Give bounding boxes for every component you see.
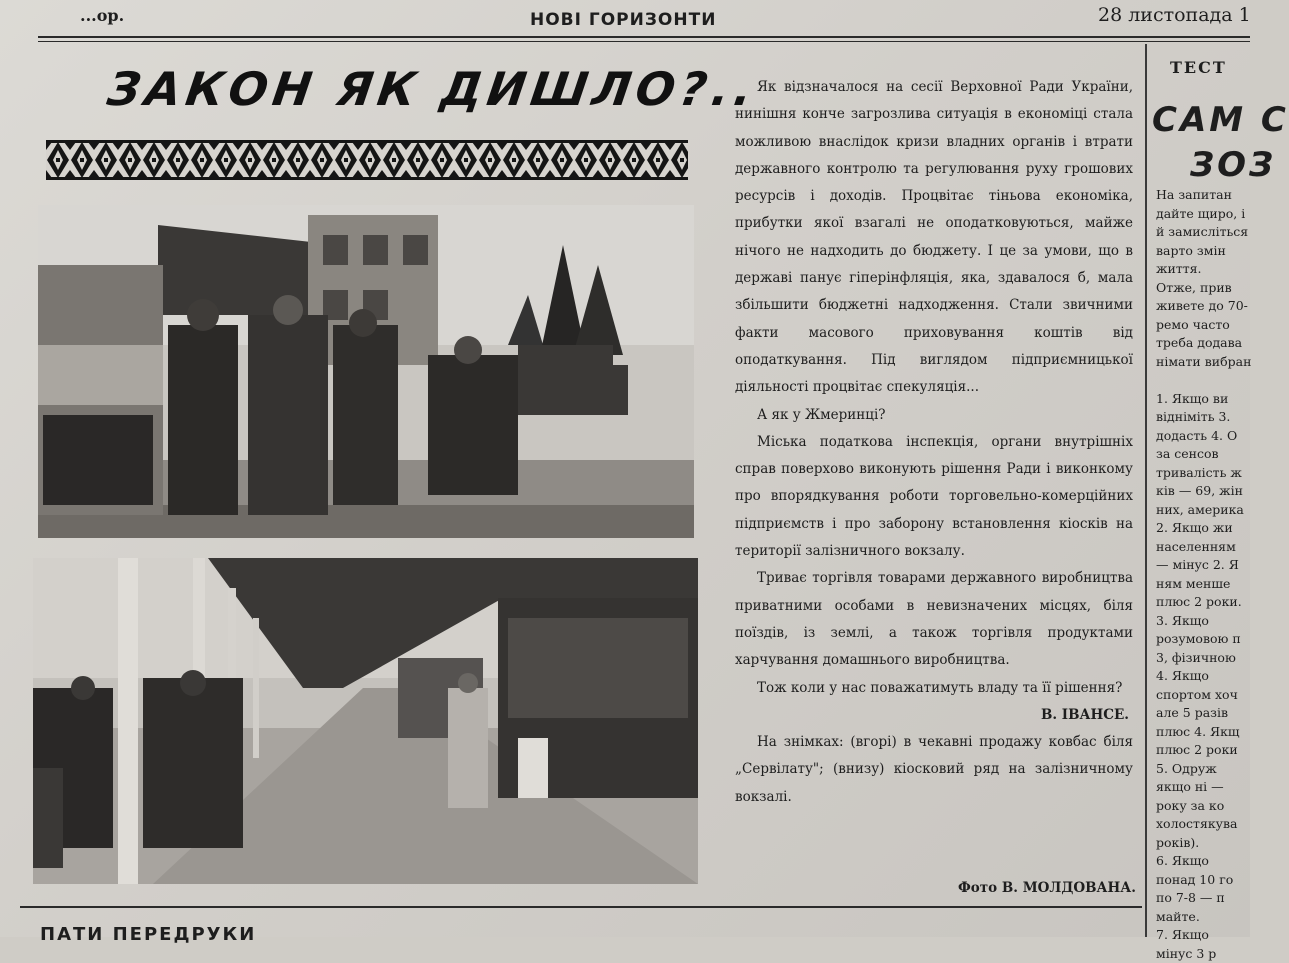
sidebar-title-line1: САМ С	[1152, 100, 1289, 140]
sidebar-text-line	[1156, 371, 1250, 390]
sidebar-text-line: плюс 4. Якщ	[1156, 723, 1250, 742]
header-left-fragment: ...ор.	[80, 6, 124, 25]
header-rule-thin	[38, 41, 1250, 42]
article-paragraph: Триває торгівля товарами державного виробництва приватними особами в невизначених місцях, біля поїздів, із землі, а також торгівля продуктами харчування домашнього виробництва.	[735, 565, 1133, 674]
sidebar-text-line: року за ко	[1156, 797, 1250, 816]
page-header	[0, 0, 1250, 38]
sidebar-text-line: плюс 2 роки.	[1156, 593, 1250, 612]
sidebar-text-line: тривалість ж	[1156, 464, 1250, 483]
article-paragraph: А як у Жмеринці?	[735, 402, 1133, 429]
sidebar-text-line: понад 10 го	[1156, 871, 1250, 890]
next-article-headline: ПАТИ ПЕРЕДРУКИ	[40, 924, 256, 945]
column-rule	[1145, 44, 1147, 937]
sidebar-text-line: 3, фізичною	[1156, 649, 1250, 668]
article-paragraph: Міська податкова інспекція, органи внутрішніх справ поверхово виконують рішення Ради і виконкому про впорядкування роботи торговельно-комерційних підприємств і про заборону встановлення кіосків на території залізничного вокзалу.	[735, 429, 1133, 565]
photo-station-kiosk-row	[33, 558, 698, 884]
newspaper-title: НОВІ ГОРИЗОНТИ	[530, 10, 716, 30]
sidebar-text-line: німати вибран	[1156, 353, 1250, 372]
sidebar-text-line: за сенсов	[1156, 445, 1250, 464]
sidebar-text-line: 4. Якщо	[1156, 667, 1250, 686]
sidebar-text-line: але 5 разів	[1156, 704, 1250, 723]
sidebar-text-line: ремо часто	[1156, 316, 1250, 335]
sidebar-text-line: розумовою п	[1156, 630, 1250, 649]
sidebar-text-line: холостякува	[1156, 815, 1250, 834]
sidebar-text-line: 6. Якщо	[1156, 852, 1250, 871]
sidebar-text-line: по 7-8 — п	[1156, 889, 1250, 908]
photo-credit: Фото В. МОЛДОВАНА.	[958, 880, 1136, 896]
sidebar-text-line: 3. Якщо	[1156, 612, 1250, 631]
sidebar-text-line: ням менше	[1156, 575, 1250, 594]
photo-sausage-shop-queue	[38, 205, 694, 538]
sidebar-text-line: варто змін	[1156, 242, 1250, 261]
sidebar-text-line: — мінус 2. Я	[1156, 556, 1250, 575]
sidebar-text-line: й замисліться	[1156, 223, 1250, 242]
sidebar-text-line: 5. Одруж	[1156, 760, 1250, 779]
article-headline: ЗАКОН ЯК ДИШЛО?..	[104, 62, 760, 116]
header-rule	[38, 36, 1250, 38]
sidebar-label: ТЕСТ	[1170, 58, 1227, 77]
sidebar-text-line: відніміть 3.	[1156, 408, 1250, 427]
sidebar-text-line: них, америка	[1156, 501, 1250, 520]
sidebar-text-line: майте.	[1156, 908, 1250, 927]
sidebar-text-line: спортом хоч	[1156, 686, 1250, 705]
sidebar-text-line: треба додава	[1156, 334, 1250, 353]
ornament-band	[46, 140, 688, 180]
bottom-rule	[20, 906, 1142, 908]
article-paragraph: Як відзначалося на сесії Верховної Ради України, нинішня конче загрозлива ситуація в економіці стала можливою внаслідок кризи владних органів і втрати державного контролю та регулювання руху грошових ресурсів і доходів. Процвітає тіньова економіка, прибутки якої взагалі не оподатковуються, майже нічого не надходить до бюджету. І це за умови, що в державі панує гіперінфляція, яка, здавалося б, мала збільшити бюджетні надходження. Стали звичними факти масового приховування коштів від оподаткування. Під виглядом підприємницької діяльності процвітає спекуляція...	[735, 74, 1133, 402]
sidebar-text-line: якщо ні —	[1156, 778, 1250, 797]
sidebar-text-line: 2. Якщо жи	[1156, 519, 1250, 538]
article-author: В. ІВАНСЕ.	[735, 702, 1133, 729]
sidebar-text-line: 1. Якщо ви	[1156, 390, 1250, 409]
sidebar-text-line: живете до 70-	[1156, 297, 1250, 316]
article-paragraph: Тож коли у нас поважатимуть владу та її рішення?	[735, 675, 1133, 702]
sidebar-text	[1156, 186, 1250, 963]
sidebar-text-line: плюс 2 роки	[1156, 741, 1250, 760]
sidebar-text-line: 7. Якщо	[1156, 926, 1250, 945]
sidebar-text-line: років).	[1156, 834, 1250, 853]
sidebar-text-line: додасть 4. О	[1156, 427, 1250, 446]
sidebar-text-line: На запитан	[1156, 186, 1250, 205]
article-body	[735, 74, 1133, 811]
sidebar-text-line: Отже, прив	[1156, 279, 1250, 298]
sidebar-text-line: мінус 3 р	[1156, 945, 1250, 963]
photo-caption: На знімках: (вгорі) в чекавні продажу ковбас біля „Сервілату"; (внизу) кіосковий ряд на залізничному вокзалі.	[735, 729, 1133, 811]
issue-date: 28 листопада 1	[1098, 4, 1251, 26]
sidebar-text-line: населенням	[1156, 538, 1250, 557]
sidebar-text-line: життя.	[1156, 260, 1250, 279]
sidebar-text-line: ків — 69, жін	[1156, 482, 1250, 501]
sidebar-text-line: дайте щиро, і	[1156, 205, 1250, 224]
sidebar-title-line2: ЗОЗ	[1190, 145, 1276, 185]
